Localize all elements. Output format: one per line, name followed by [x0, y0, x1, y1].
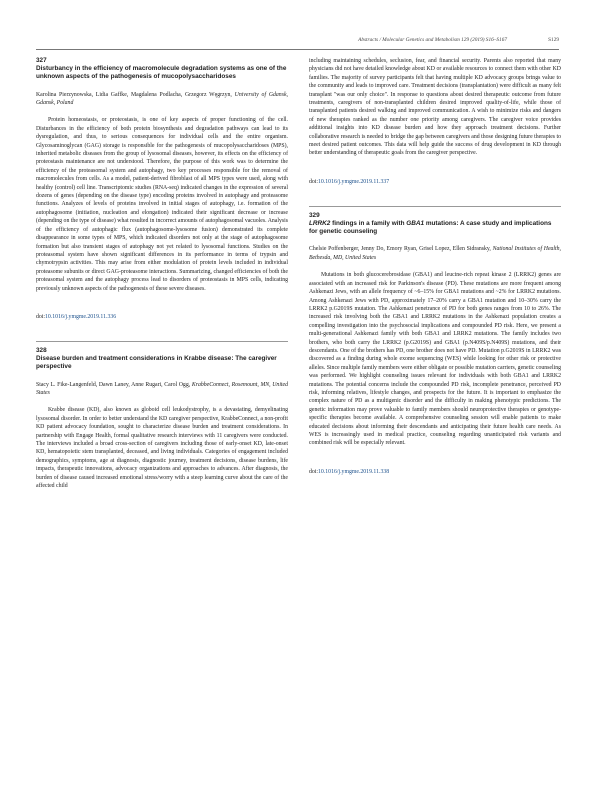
header-rule	[36, 49, 559, 50]
doi-line	[309, 468, 561, 476]
abstract-separator	[309, 206, 561, 207]
doi-line	[36, 313, 288, 321]
abstract-body: Protein homeostasis, or proteostasis, is one of key aspects of proper functioning of the cell. Disturbances in the efficiency of both protein biosynthesis and degradation pathways can lead to its dysregulation, and thus, to serious consequences for individual cells and the entire organism. Glycosaminoglycan (GAG) storage is responsible for the pathogenesis of mucopolysaccharidoses (MPS), inherited metabolic diseases from the group of lysosomal diseases, however, its effects on the efficiency of proteostasis maintenance are not understood. Therefore, the purpose of this work was to determine the efficiency of the proteasomal system and autophagy, two key processes responsible for the removal of macromolecules from cells. As a model, patient-derived fibroblast of all MPS types were used, along with healthy (control) cell line. Transcriptomic studies (RNA-seq) indicated changes in the expression of several dozens of genes (depending on the disease type) encoding proteins involved in autophagy and proteasome functions. Analyzes of levels of proteins involved in initial stages of autophagy, i.e. formation of the autophagosome (initiation, nucleation and elongation) indicated their significant decrease or increase (depending on the type of disease) what resulted in incorrect amounts of autophagosomal vacuoles. Analysis of the efficiency of autophagic flux (autophagosome-lysosome fusion) demonstrated its complete disappearance in some types of MPS, which indicated disorders not only at the stage of autophagosome formation but also transient stages of autophagy not yet related to lysosomal functions. Studies on the proteasomal system have shown significant differences in its performance in terms of trypsin and chymotrypsin activities. This may arise from either modulation of protein levels included in individual proteasome subunits or direct GAG-proteasome interactions. Summarizing, changed efficiencies of both the proteasomal system and the autophagy process lead to disorders of proteostasis in MPS cells, indicating previously unknown aspects of the pathogenesis of these severe diseases.	[36, 117, 288, 292]
abstract-329	[309, 212, 561, 476]
doi-link[interactable]: 10.1016/j.ymgme.2019.11.336	[45, 313, 117, 320]
abstract-separator	[36, 341, 288, 342]
abstract-number: 327	[36, 57, 47, 64]
page-number: S129	[548, 37, 559, 43]
authors: Chelsie Poffenberger, Jenny Do, Emory Ryan, Grisel Lopez, Ellen Sidransky,	[309, 246, 491, 253]
running-header	[36, 37, 559, 47]
abstract-title	[309, 220, 561, 237]
abstract-body: Mutations in both glucocerebrosidase (GBA1) and leucine-rich repeat kinase 2 (LRRK2) genes are associated with an increased risk for Parkinson's disease (PD). These mutations are more frequent among Ashkenazi Jews, with an allele frequency of ~6–15% for GBA1 mutations and ~2% for LRRK2 mutations. Among Ashkenazi Jews with PD, approximately 17–20% carry a GBA1 mutation and 10–30% carry the LRRK2 p.G2019S mutation. The Ashkenazi penetrance of PD for both genes ranges from 10 to 26%. The increased risk involving both the GBA1 and LRRK2 mutations in the Ashkenazi population creates a compelling investigation into the psychosocial implications and compounded PD risk. Here, we present a multi-generational Ashkenazi family with both GBA1 and LRRK2 mutations. The family includes two brothers, who both carry the LRRK2 (p.G2019S) and GBA1 (p.N409S/p.N409S) mutations, and their descendants. One of the brothers has PD, one brother does not have PD. Mutation p.G2019S in LRRK2 was discovered as a finding during whole exome sequencing (WES) while looking for other risk or protective alleles. Since multiple family members were either obligate or possible mutation carriers, genetic counseling was performed. We highlight counseling issues relevant for individuals with both GBA1 and LRRK2 mutations. The potential concerns include the compounded PD risk, incomplete penetrance, perceived PD risk, informing relatives, lifestyle changes, and prospects for the future. It is important to emphasize the complex nature of PD as a multigenic disorder and the difficulty in making phenotypic predictions. The genetic information may prove valuable to family members should neuroprotective therapies or genotype-specific therapies become available. A comprehensive counseling session will enable patients to make educated decisions about informing their descendants and anticipating their future health care needs. As WES is increasingly used in medical practice, counseling regarding unanticipated risk variants and combined risk will be especially relevant.	[309, 272, 561, 447]
author-list	[36, 91, 288, 108]
right-column	[309, 57, 561, 476]
gene-name-lrrk2: LRRK2	[309, 219, 331, 227]
abstract-number: 328	[36, 346, 47, 354]
authors: Stacy L. Fike-Langenfeld, Dawn Laney, Anne Rugari, Carol Ogg,	[36, 381, 191, 388]
title-part: findings in a family with	[330, 219, 407, 227]
abstract-number: 329	[309, 211, 320, 219]
left-column	[36, 57, 288, 490]
affiliation: National Institutes of Health, Bethesda, MD, United States	[309, 246, 561, 261]
doi-label: doi:	[36, 313, 46, 320]
author-list	[309, 245, 561, 262]
abstract-328-continued	[309, 57, 561, 186]
abstract-body: Krabbe disease (KD), also known as globoid cell leukodystrophy, is a devastating, demyelinating lysosomal disorder. In order to better understand the KD caregiver perspective, KrabbeConnect, a non-profit KD patient advocacy foundation, sought to characterize disease burden and treatment considerations. In partnership with Engage Health, formal qualitative research interviews with 11 caregivers were conducted. The interviews included a broad cross-section of caregivers including those of early-onset KD, late-onset KD, hematopoietic stem transplanted, deceased, and living individuals. Categories of engagement included demographics, symptoms, age at diagnosis, diagnostic journey, treatment decisions, disease burdens, life impacts, therapeutic innovations, advocacy organizations and approaches to advances. After diagnosis, the burden of disease caused increased emotional stress/worry with a steep learning curve about the care of the affected child	[36, 407, 288, 489]
doi-label: doi:	[309, 178, 319, 185]
doi-link[interactable]: 10.1016/j.ymgme.2019.11.338	[318, 468, 390, 475]
authors: Karolina Pierzynowska, Lidia Gaffke, Magdalena Podlacha, Grzegorz Węgrzyn,	[36, 91, 232, 98]
abstract-327	[36, 57, 288, 321]
abstract-title: Disease burden and treatment considerations in Krabbe disease: The caregiver perspective	[36, 354, 277, 371]
gene-name-gba1: GBA1	[406, 219, 425, 227]
affiliation: KrabbeConnect, Rosemount, MN, United States	[36, 381, 289, 396]
doi-link[interactable]: 10.1016/j.ymgme.2019.11.337	[318, 178, 390, 185]
abstract-328	[36, 347, 288, 490]
doi-label: doi:	[309, 468, 319, 475]
abstract-title: Disturbancy in the efficiency of macromolecule degradation systems as one of the unknown aspects of the pathogenesis of mucopolysaccharidoses	[36, 65, 287, 81]
abstract-body-continued: including maintaining schedules, seclusion, fear, and financial security. Parents also reported that many physicians did not have detailed knowledge about KD or available resources to connect them with other KD families. The majority of survey participants felt that having multiple KD advocacy groups brings value to the community and leads to improved care. Treatment decisions (transplantation) were difficult as many felt transplant "was our only choice". In response to questions about desired therapeutic outcome from future treatments, caregivers of non-transplanted children desired improved quality-of-life, while those of transplanted patients desired walking and improved communication. A wish to minimize risks and dangers of new therapies ranked as the number one priority among caregivers. The caregiver voice provides additional insights into KD disease burden and how they approach treatment decisions. Further collaborative research is needed to bridge the gap between caregivers and those designing future therapies to meet desired patient outcomes. This data will help guide the success of drug development in KD through better understanding of therapeutic goals from the caregiver perspective.	[309, 58, 561, 157]
title-part: mutations: A case study and implications for genetic counseling	[309, 219, 552, 236]
journal-citation: Abstracts / Molecular Genetics and Metabolism 129 (2019) S16–S167	[358, 37, 507, 43]
author-list	[36, 381, 288, 398]
doi-line	[309, 178, 561, 186]
affiliation: University of Gdansk, Gdansk, Poland	[36, 91, 288, 106]
